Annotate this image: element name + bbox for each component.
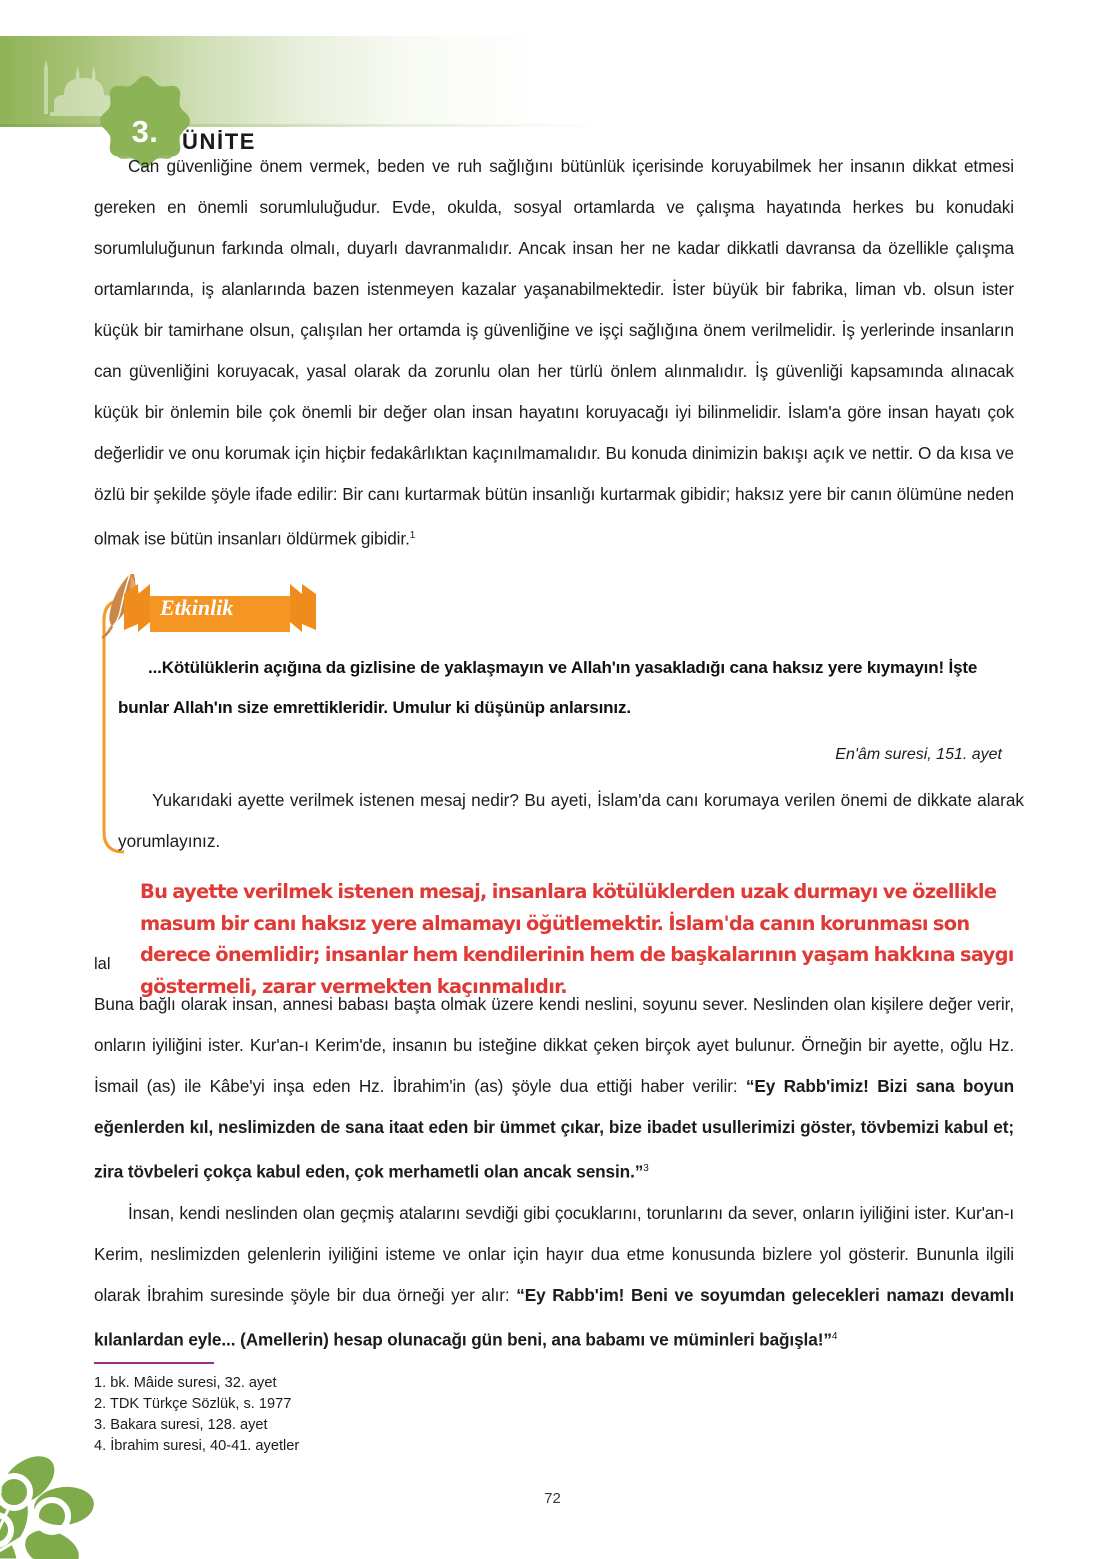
page-title: ÜNİTE [182, 129, 256, 154]
stray-text-fragment: lal [94, 955, 111, 973]
page-number: 72 [544, 1490, 561, 1507]
activity-content [118, 642, 1024, 1002]
quran-verse: ...Kötülüklerin açığına da gizlisine de yaklaşmayın ve Allah'ın yasakladığı cana haksız yere kıymayın! İşte bunlar Allah'ın size emrettikleridir. Umulur ki düşünüp anlarsınız. [118, 658, 978, 717]
paragraph-dua-lead: İnsan, kendi neslinden olan geçmiş atalarını sevdiği gibi çocuklarını, torunlarını da sever, onların iyiliğini ister. Kur'an-ı Kerim, neslimizden gelenlerin iyiliğini isteme ve onlar için hayır dua etme konusunda bizlere yol gösterir. Bununla ilgili olarak İbrahim suresinde şöyle bir dua örneği yer alır: [94, 1202, 1014, 1305]
intro-paragraph [94, 146, 1014, 560]
footnotes-section [94, 1362, 614, 1457]
activity-banner [94, 568, 364, 642]
unit-number: 3. [131, 114, 159, 149]
paragraph-dua [94, 1193, 1014, 1361]
unit-header [0, 36, 1105, 154]
intro-section [94, 146, 1014, 560]
paragraph-nesil-quote: “Ey Rabb'imiz! Bizi sana boyun eğenlerden kıl, neslimizden de sana itaat eden bir ümmet çıkar, bize ibadet usullerimizi göster, tövbemizi kabul et; zira tövbeleri çokça kabul eden, çok merhametli olan ancak sensin.” [94, 1076, 1014, 1182]
footnote-item: 1. bk. Mâide suresi, 32. ayet [94, 1375, 277, 1391]
activity-box [94, 568, 1024, 1002]
footnote-ref-3: 3 [643, 1163, 649, 1174]
footnote-ref-1: 1 [409, 530, 416, 541]
footnote-item: 2. TDK Türkçe Sözlük, s. 1977 [94, 1396, 292, 1412]
footnote-ref-4: 4 [831, 1330, 838, 1342]
floral-corner-ornament-icon [0, 1432, 128, 1559]
footnote-item: 3. Bakara suresi, 128. ayet [94, 1417, 268, 1433]
footnote-item: 4. İbrahim suresi, 40-41. ayetler [94, 1438, 300, 1454]
intro-paragraph-text: Can güvenliğine önem vermek, beden ve ruh sağlığını bütünlük içerisinde koruyabilmek her insanın dikkat etmesi gereken en önemli sorumluluğudur. Evde, okulda, sosyal ortamlarda ve çalışma hayatında herkes bu konudaki sorumluluğunun farkında olmalı, duyarlı davranmalıdır. Ancak insan her ne kadar dikkatli davransa da özellikle çalışma ortamlarında, iş alanlarında bazen istenmeyen kazalar yaşanabilmektedir. İster büyük bir fabrika, liman vb. olsun ister küçük bir tamirhane olsun, çalışılan her ortamda iş güvenliğine ve işçi sağlığına önem verilmelidir. İş yerlerinde insanların can güvenliğini koruyacak, yasal olarak da zorunlu olan her türlü önlem alınmalıdır. İş güvenliği kapsamında alınacak küçük bir önlemin bile çok önemli bir değer olan insan hayatını koruyacağı iyi bilinmelidir. İslam'a göre insan hayatı çok değerlidir ve onu korumak için hiçbir fedakârlıktan kaçınılmamalıdır. Bu konuda dinimizin bakışı açık ve nettir. O da kısa ve özlü bir şekilde şöyle ifade edilir: Bir canı kurtarmak bütün insanlığı kurtarmak gibidir; haksız yere bir canın ölümüne neden olmak ise bütün insanları öldürmek gibidir. [94, 156, 1014, 549]
footnote-divider [94, 1362, 214, 1364]
lower-section [94, 984, 1014, 1360]
activity-title: Etkinlik [160, 595, 234, 620]
verse-source: En'âm suresi, 151. ayet [835, 746, 1002, 763]
paragraph-nesil-lead: Buna bağlı olarak insan, annesi babası başta olmak üzere kendi neslini, soyunu sever. Neslinden olan kişilere değer verir, onların iyiliğini ister. Kur'an-ı Kerim'de, insanın bu isteğine dikkat çeken birçok ayet bulunur. Örneğin bir ayette, oğlu Hz. İsmail (as) ile Kâbe'yi inşa eden Hz. İbrahim'in (as) şöyle dua ettiği haber verilir: [94, 994, 1014, 1096]
paragraph-dua-quote: “Ey Rabb'im! Beni ve soyumdan gelecekleri namazı devamlı kılanlardan eyle... (Amellerin) hesap olunacağı gün beni, ana babamı ve müminleri bağışla!” [94, 1284, 1014, 1350]
student-answer: Bu ayette verilmek istenen mesaj, insanlara kötülüklerden uzak durmayı ve özellikle masum bir canı haksız yere almamayı öğütlemektir. İslam'da canın korunması son derece önemlidir; insanlar hem kendilerinin hem de başkalarının yaşam hakkına saygı göstermeli, zarar vermekten kaçınmalıdır. [140, 880, 1014, 998]
paragraph-nesil [94, 984, 1014, 1193]
activity-question: Yukarıdaki ayette verilmek istenen mesaj nedir? Bu ayeti, İslam'da canı korumaya verilen önemi de dikkate alarak yorumlayınız. [118, 790, 1024, 851]
